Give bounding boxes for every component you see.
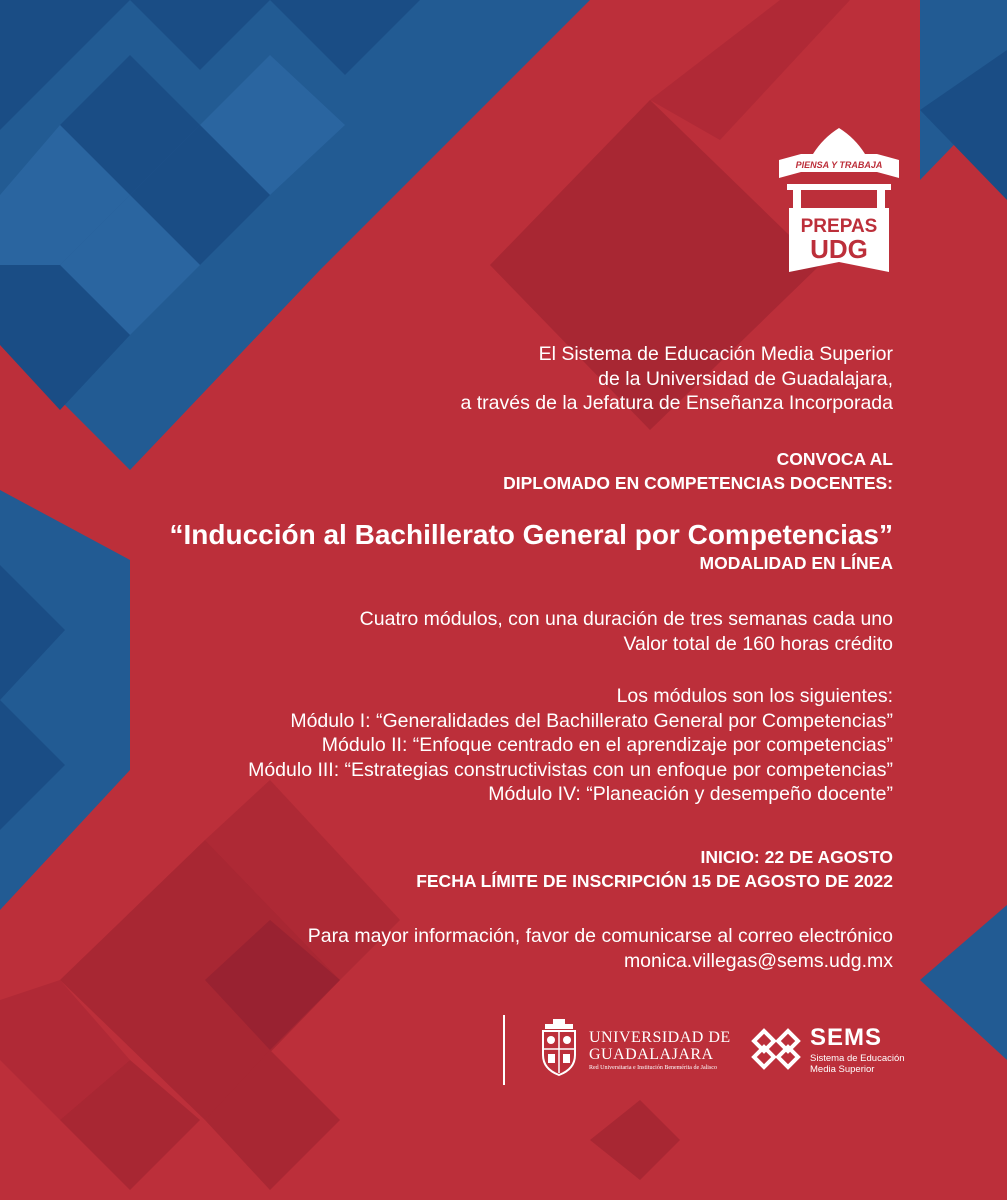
course-duration: Cuatro módulos, con una duración de tres semanas cada uno bbox=[359, 608, 893, 630]
sems-sub-line1: Sistema de Educación bbox=[810, 1053, 905, 1064]
intro-line: de la Universidad de Guadalajara, bbox=[598, 367, 893, 390]
course-credits: Valor total de 160 horas crédito bbox=[623, 632, 893, 655]
deadline-date: FECHA LÍMITE DE INSCRIPCIÓN 15 DE AGOSTO DE 2022 bbox=[416, 871, 893, 891]
udg-name bbox=[589, 1029, 731, 1063]
sems-subtitle bbox=[810, 1053, 905, 1075]
sems-sub-line2: Media Superior bbox=[810, 1064, 875, 1075]
module-item: Módulo IV: “Planeación y desempeño docente” bbox=[488, 783, 893, 805]
udg-line2: GUADALAJARA bbox=[589, 1046, 714, 1063]
contact-block bbox=[308, 924, 893, 973]
intro-block bbox=[460, 342, 893, 416]
start-date: INICIO: 22 DE AGOSTO bbox=[700, 847, 893, 867]
module-item: Módulo III: “Estrategias constructivistas con un enfoque por competencias” bbox=[248, 758, 893, 781]
prepas-line2: UDG bbox=[810, 234, 868, 264]
convoca-line: CONVOCA AL bbox=[776, 449, 893, 469]
prepas-motto: PIENSA Y TRABAJA bbox=[795, 160, 883, 170]
duration-block bbox=[360, 607, 893, 656]
sems-name: SEMS bbox=[810, 1024, 883, 1051]
modules-block bbox=[248, 684, 893, 807]
dates-block bbox=[416, 845, 893, 893]
prepas-line1: PREPAS bbox=[800, 216, 878, 237]
intro-line: El Sistema de Educación Media Superior bbox=[538, 343, 893, 365]
intro-line: a través de la Jefatura de Enseñanza Incorporada bbox=[460, 392, 893, 414]
title-block bbox=[169, 518, 893, 574]
udg-line1: UNIVERSIDAD DE bbox=[589, 1029, 731, 1046]
prepas-udg-logo bbox=[773, 124, 905, 286]
udg-logo bbox=[535, 1017, 735, 1077]
footer-divider bbox=[503, 1015, 505, 1085]
convoca-block bbox=[503, 447, 893, 495]
course-title: “Inducción al Bachillerato General por Competencias” bbox=[169, 519, 893, 550]
contact-email[interactable]: monica.villegas@sems.udg.mx bbox=[623, 949, 893, 972]
contact-text: Para mayor información, favor de comunicarse al correo electrónico bbox=[307, 925, 893, 947]
convoca-line: DIPLOMADO EN COMPETENCIAS DOCENTES: bbox=[503, 473, 893, 493]
sems-logo bbox=[750, 1024, 910, 1077]
module-item: Módulo I: “Generalidades del Bachillerato General por Competencias” bbox=[290, 709, 893, 732]
udg-tagline: Red Universitaria e Institución Benemérita de Jalisco bbox=[589, 1065, 717, 1071]
course-modality: MODALIDAD EN LÍNEA bbox=[699, 553, 893, 573]
udg-shield-icon bbox=[539, 1017, 579, 1077]
sems-mark-icon bbox=[750, 1027, 802, 1071]
module-item: Módulo II: “Enfoque centrado en el aprendizaje por competencias” bbox=[321, 734, 893, 756]
modules-heading: Los módulos son los siguientes: bbox=[616, 685, 893, 707]
